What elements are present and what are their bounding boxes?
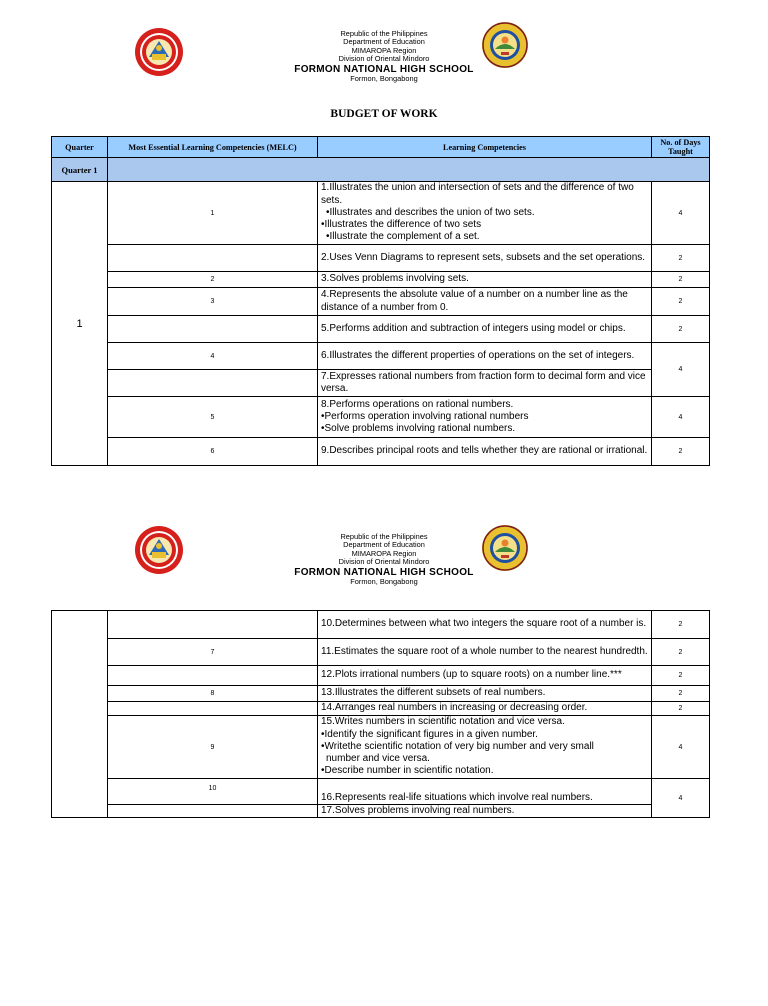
table-row: [52, 370, 710, 397]
competency-text: 11.Estimates the square root of a whole number to the nearest hundredth.: [318, 639, 652, 666]
competency-text: •Illustrate the complement of a set.: [326, 231, 480, 243]
table-row: [52, 702, 710, 716]
melc-number: 1: [108, 182, 318, 245]
table-row: [52, 288, 710, 316]
melc-number: 5: [108, 397, 318, 438]
table-row: [52, 438, 710, 466]
competency-text: •Solve problems involving rational numbers.: [321, 423, 516, 435]
table-row: [52, 805, 710, 818]
header-department: Department of Education: [343, 37, 425, 47]
competency-text: 10.Determines between what two integers the square root of a number is.: [318, 611, 652, 639]
table-row: [52, 316, 710, 343]
competency-text: 5.Performs addition and subtraction of integers using model or chips.: [318, 316, 652, 343]
melc-empty: [108, 316, 318, 343]
quarter-empty: [52, 611, 108, 818]
competency-text: number and vice versa.: [326, 753, 430, 765]
school-name: FORMON NATIONAL HIGH SCHOOL: [294, 63, 474, 75]
table-row: [52, 639, 710, 666]
days-cell: 2: [652, 438, 710, 466]
melc-number: 4: [108, 343, 318, 370]
days-cell: 2: [652, 245, 710, 272]
competency-text: 1.Illustrates the union and intersection of sets and the difference of two sets.: [321, 182, 634, 206]
table-row: [52, 611, 710, 639]
days-cell: 4: [652, 343, 710, 397]
table-row: [52, 245, 710, 272]
quarter-number: 1: [52, 182, 108, 466]
days-cell: 2: [652, 611, 710, 639]
table-row: [52, 686, 710, 702]
competency-text: 4.Represents the absolute value of a number on a number line as the distance of a number from 0.: [318, 288, 652, 316]
melc-empty: [108, 245, 318, 272]
competency-cell: [318, 182, 652, 245]
table-row: [52, 343, 710, 370]
header-region: MIMAROPA Region: [351, 548, 417, 558]
competency-text: 2.Uses Venn Diagrams to represent sets, subsets and the set operations.: [318, 245, 652, 272]
melc-empty: [108, 370, 318, 397]
melc-number: 3: [108, 288, 318, 316]
col-days-header: No. of Days Taught: [652, 137, 710, 158]
competency-text: •Performs operation involving rational numbers: [321, 410, 529, 422]
table-row: [52, 716, 710, 779]
days-cell: 4: [652, 397, 710, 438]
melc-empty: [108, 611, 318, 639]
melc-empty: [108, 702, 318, 716]
budget-table-continued: [51, 610, 710, 818]
competency-text: 17.Solves problems involving real numbers.: [318, 805, 652, 818]
melc-number: 9: [108, 716, 318, 779]
header-region: MIMAROPA Region: [351, 45, 417, 55]
competency-text: •Identify the significant figures in a given number.: [321, 728, 538, 740]
school-location: Formon, Bongabong: [350, 73, 418, 83]
days-cell: 4: [652, 716, 710, 779]
header-republic: Republic of the Philippines: [340, 532, 428, 541]
days-cell: 2: [652, 639, 710, 666]
days-cell: 2: [652, 666, 710, 686]
days-cell: 2: [652, 686, 710, 702]
header-text: [0, 533, 768, 586]
header-division: Division of Oriental Mindoro: [338, 557, 430, 567]
days-cell: 4: [652, 779, 710, 818]
competency-cell: [318, 397, 652, 438]
table-row: [52, 182, 710, 245]
header-department: Department of Education: [343, 540, 425, 550]
competency-text: 3.Solves problems involving sets.: [318, 272, 652, 288]
table-row: [52, 397, 710, 438]
page-header: [0, 27, 768, 107]
competency-text: 8.Performs operations on rational numbers.: [321, 398, 514, 410]
school-location: Formon, Bongabong: [350, 576, 418, 586]
col-melc-header: Most Essential Learning Competencies (MELC): [108, 137, 318, 158]
header-republic: Republic of the Philippines: [340, 29, 428, 38]
table-row: [52, 272, 710, 288]
header-text: [0, 30, 768, 83]
budget-table: [51, 136, 710, 466]
table-header-row: [52, 137, 710, 158]
competency-text: •Illustrates the difference of two sets: [321, 219, 482, 231]
competency-text: 6.Illustrates the different properties of operations on the set of integers.: [318, 343, 652, 370]
days-cell: 2: [652, 316, 710, 343]
document-title: BUDGET OF WORK: [330, 108, 438, 120]
competency-text: •Illustrates and describes the union of two sets.: [326, 206, 535, 218]
melc-number: 2: [108, 272, 318, 288]
school-name: FORMON NATIONAL HIGH SCHOOL: [294, 566, 474, 578]
quarter-band-row: [52, 158, 710, 182]
days-cell: 2: [652, 702, 710, 716]
competency-text: 13.Illustrates the different subsets of real numbers.: [318, 686, 652, 702]
days-cell: 4: [652, 182, 710, 245]
melc-number: 10: [108, 779, 318, 805]
competency-cell: [318, 716, 652, 779]
melc-number: 6: [108, 438, 318, 466]
competency-text: •Writethe scientific notation of very big number and very small: [321, 740, 594, 752]
header-division: Division of Oriental Mindoro: [338, 54, 430, 64]
competency-text: 12.Plots irrational numbers (up to square roots) on a number line.***: [318, 666, 652, 686]
quarter-band: [108, 158, 710, 182]
melc-empty: [108, 666, 318, 686]
melc-number: 7: [108, 639, 318, 666]
melc-number: 8: [108, 686, 318, 702]
col-competencies-header: Learning Competencies: [318, 137, 652, 158]
days-cell: 2: [652, 288, 710, 316]
competency-text: 15.Writes numbers in scientific notation and vice versa.: [321, 716, 565, 728]
days-cell: 2: [652, 272, 710, 288]
competency-text: 9.Describes principal roots and tells whether they are rational or irrational.: [318, 438, 652, 466]
competency-text: •Describe number in scientific notation.: [321, 765, 494, 777]
table-row: [52, 779, 710, 805]
quarter-label: Quarter 1: [52, 158, 108, 182]
competency-text: 16.Represents real-life situations which involve real numbers.: [318, 779, 652, 805]
competency-text: 7.Expresses rational numbers from fraction form to decimal form and vice versa.: [318, 370, 652, 397]
table-row: [52, 666, 710, 686]
page-header: [0, 531, 768, 611]
melc-empty: [108, 805, 318, 818]
col-quarter-header: Quarter: [52, 137, 108, 158]
competency-text: 14.Arranges real numbers in increasing or decreasing order.: [318, 702, 652, 716]
